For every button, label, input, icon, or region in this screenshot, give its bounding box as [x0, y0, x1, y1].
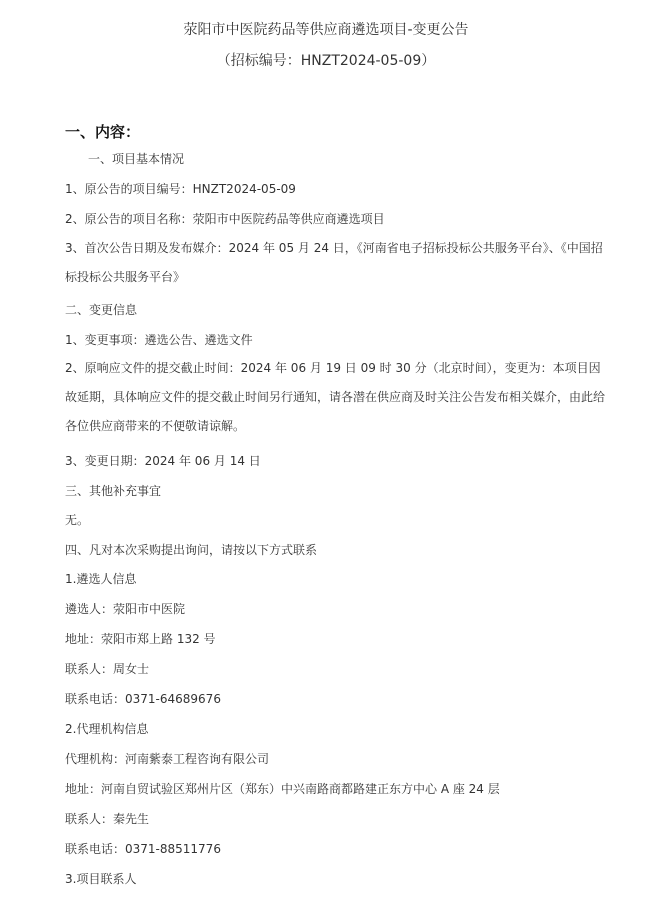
selector-name: 遴选人：荥阳市中医院	[65, 602, 186, 616]
none-text: 无。	[65, 513, 90, 527]
document-title: 荥阳市中医院药品等供应商遴选项目-变更公告	[183, 22, 469, 38]
agency-address: 地址：河南自贸试验区郑州片区（郑东）中兴南路商都路建正东方中心 A 座 24 层	[65, 782, 500, 796]
original-project-name: 2、原公告的项目名称：荥阳市中医院药品等供应商遴选项目	[65, 212, 385, 226]
selector-phone: 联系电话：0371-64689676	[65, 692, 221, 706]
subsection-change-info: 二、变更信息	[65, 303, 138, 317]
change-items: 1、变更事项：遴选公告、遴选文件	[65, 333, 253, 347]
selector-info-heading: 1.遴选人信息	[65, 572, 137, 586]
selector-address: 地址：荥阳市郑上路 132 号	[65, 632, 216, 646]
tender-number: （招标编号：HNZT2024-05-09）	[216, 53, 436, 69]
project-contact-heading: 3.项目联系人	[65, 872, 137, 886]
agency-name: 代理机构：河南紫泰工程咨询有限公司	[65, 752, 270, 766]
selector-contact-person: 联系人：周女士	[65, 662, 150, 676]
subsection-contact: 四、凡对本次采购提出询问，请按以下方式联系	[65, 543, 318, 557]
agency-info-heading: 2.代理机构信息	[65, 722, 149, 736]
subsection-other: 三、其他补充事宜	[65, 484, 162, 498]
agency-phone: 联系电话：0371-88511776	[65, 842, 221, 856]
first-publish-date: 3、首次公告日期及发布媒介：2024 年 05 月 24 日，《河南省电子招标投标公共服务平台》、《中国招标投标公共服务平台》	[65, 241, 603, 284]
agency-contact-person: 联系人：秦先生	[65, 812, 150, 826]
subsection-basic-info: 一、项目基本情况	[88, 152, 185, 166]
section-heading: 一、内容：	[65, 123, 141, 141]
change-date: 3、变更日期：2024 年 06 月 14 日	[65, 454, 261, 468]
deadline-change: 2、原响应文件的提交截止时间：2024 年 06 月 19 日 09 时 30 分（北京时间），变更为：本项目因故延期，具体响应文件的提交截止时间另行通知，请各潜在供应商及时关注公告发布相关媒介，由此给各位供应商带来的不便敬请谅解。	[65, 361, 606, 433]
original-project-number: 1、原公告的项目编号：HNZT2024-05-09	[65, 182, 296, 196]
